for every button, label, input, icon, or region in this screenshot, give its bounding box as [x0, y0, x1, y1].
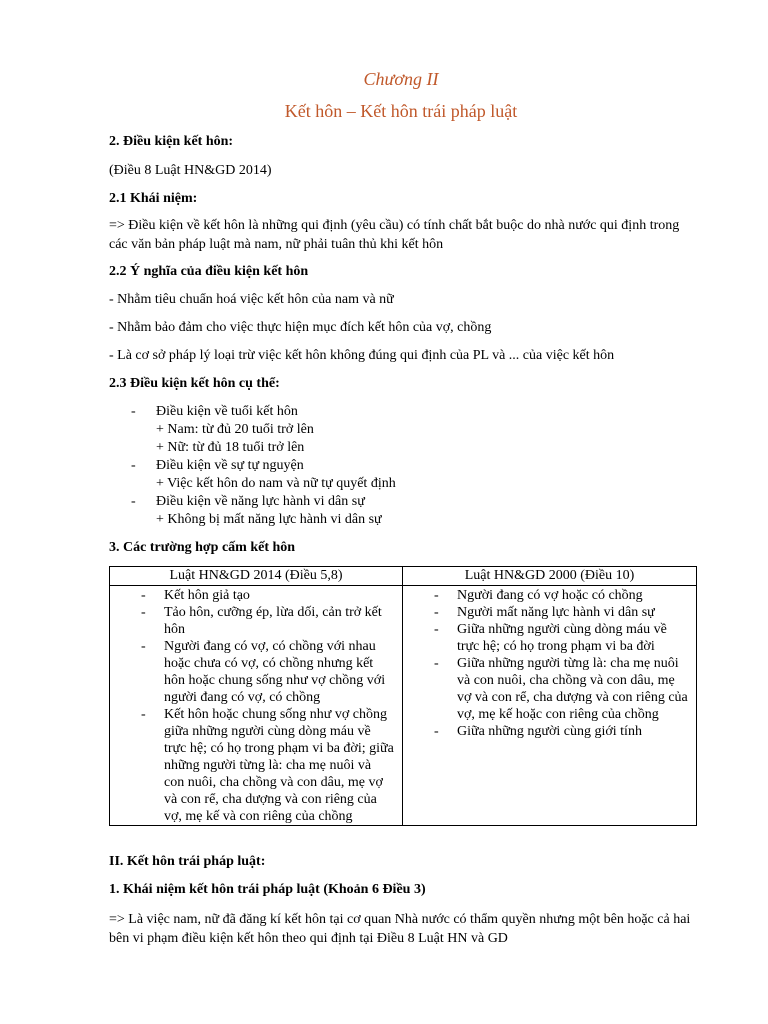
- section-2-1-text: => Điều kiện về kết hôn là những qui định (yêu cầu) có tính chất bắt buộc do nhà nước qui định trong các văn bản pháp luật mà nam, nữ phải tuân thủ khi kết hôn: [109, 218, 680, 252]
- list-item: - Giữa những người từng là: cha mẹ nuôi và con nuôi, cha chồng và con dâu, mẹ vợ và con rể, cha dượng và con riêng của vợ, mẹ kế hoặc con riêng của chồng: [434, 656, 688, 722]
- section-3-heading: 3. Các trường hợp cấm kết hôn: [109, 540, 296, 555]
- section-2-3-list: [109, 403, 609, 529]
- section-2-3-heading: 2.3 Điều kiện kết hôn cụ thể:: [109, 376, 280, 391]
- table-cell: [403, 586, 697, 826]
- list-item: - Giữa những người cùng giới tính: [434, 724, 642, 739]
- section-2-2-item: - Nhằm bảo đảm cho việc thực hiện mục đích kết hôn của vợ, chồng: [109, 320, 492, 335]
- section-2-reference: (Điều 8 Luật HN&GD 2014): [109, 163, 272, 178]
- section-2-2-item: - Là cơ sở pháp lý loại trừ việc kết hôn không đúng qui định của PL và ... của việc kết hôn: [109, 348, 615, 363]
- section-2-2-heading: 2.2 Ý nghĩa của điều kiện kết hôn: [109, 264, 309, 279]
- table-cell: [110, 586, 403, 826]
- section-2-heading: 2. Điều kiện kết hôn:: [109, 134, 234, 149]
- section-2-2-item: - Nhằm tiêu chuẩn hoá việc kết hôn của nam và nữ: [109, 292, 394, 307]
- section-ii-heading: II. Kết hôn trái pháp luật:: [109, 854, 266, 869]
- list-item: - Điều kiện về năng lực hành vi dân sự: [131, 494, 365, 509]
- column-header: Luật HN&GD 2000 (Điều 10): [403, 567, 697, 586]
- chapter-subtitle: Kết hôn – Kết hôn trái pháp luật: [284, 101, 518, 121]
- list-item: + Nam: từ đủ 20 tuổi trở lên: [156, 422, 314, 437]
- section-ii-1-heading: 1. Khái niệm kết hôn trái pháp luật (Khoản 6 Điều 3): [109, 882, 426, 897]
- list-item: - Điều kiện về tuổi kết hôn: [131, 404, 298, 419]
- list-item: - Giữa những người cùng dòng máu về trực hệ; có họ trong phạm vi ba đời: [434, 622, 667, 654]
- list-item: + Nữ: từ đủ 18 tuổi trở lên: [156, 440, 305, 455]
- list-item: - Điều kiện về sự tự nguyện: [131, 458, 304, 473]
- section-ii-1-text: => Là việc nam, nữ đã đăng kí kết hôn tại cơ quan Nhà nước có thẩm quyền nhưng một bên hoặc cả hai bên vi phạm điều kiện kết hôn theo qui định tại Điều 8 Luật HN và GD: [109, 912, 691, 946]
- list-item: - Người đang có vợ hoặc có chồng: [434, 588, 643, 603]
- list-item: - Tảo hôn, cưỡng ép, lừa dối, cản trở kết hôn: [141, 605, 382, 637]
- table-header-row: [110, 567, 697, 586]
- comparison-table: [109, 566, 697, 826]
- column-header: Luật HN&GD 2014 (Điều 5,8): [110, 567, 403, 586]
- list-item: + Không bị mất năng lực hành vi dân sự: [156, 512, 382, 527]
- list-item: + Việc kết hôn do nam và nữ tự quyết định: [156, 476, 396, 491]
- list-item: - Người mất năng lực hành vi dân sự: [434, 605, 655, 620]
- list-item: - Người đang có vợ, có chồng với nhau hoặc chưa có vợ, có chồng nhưng kết hôn hoặc chung sống như vợ chồng với người đang có vợ, có chồng: [141, 639, 386, 705]
- table-row: [110, 586, 697, 826]
- section-2-1-heading: 2.1 Khái niệm:: [109, 191, 198, 206]
- chapter-title: Chương II: [363, 69, 439, 89]
- list-item: - Kết hôn giả tạo: [141, 588, 250, 603]
- list-item: - Kết hôn hoặc chung sống như vợ chồng giữa những người cùng dòng máu về trực hệ; có họ trong phạm vi ba đời; giữa những người từng là: cha mẹ nuôi và con nuôi, cha chồng và con dâu, mẹ vợ và con rể, cha dượng và con riêng của vợ, mẹ kế và con riêng của chồng: [141, 707, 394, 824]
